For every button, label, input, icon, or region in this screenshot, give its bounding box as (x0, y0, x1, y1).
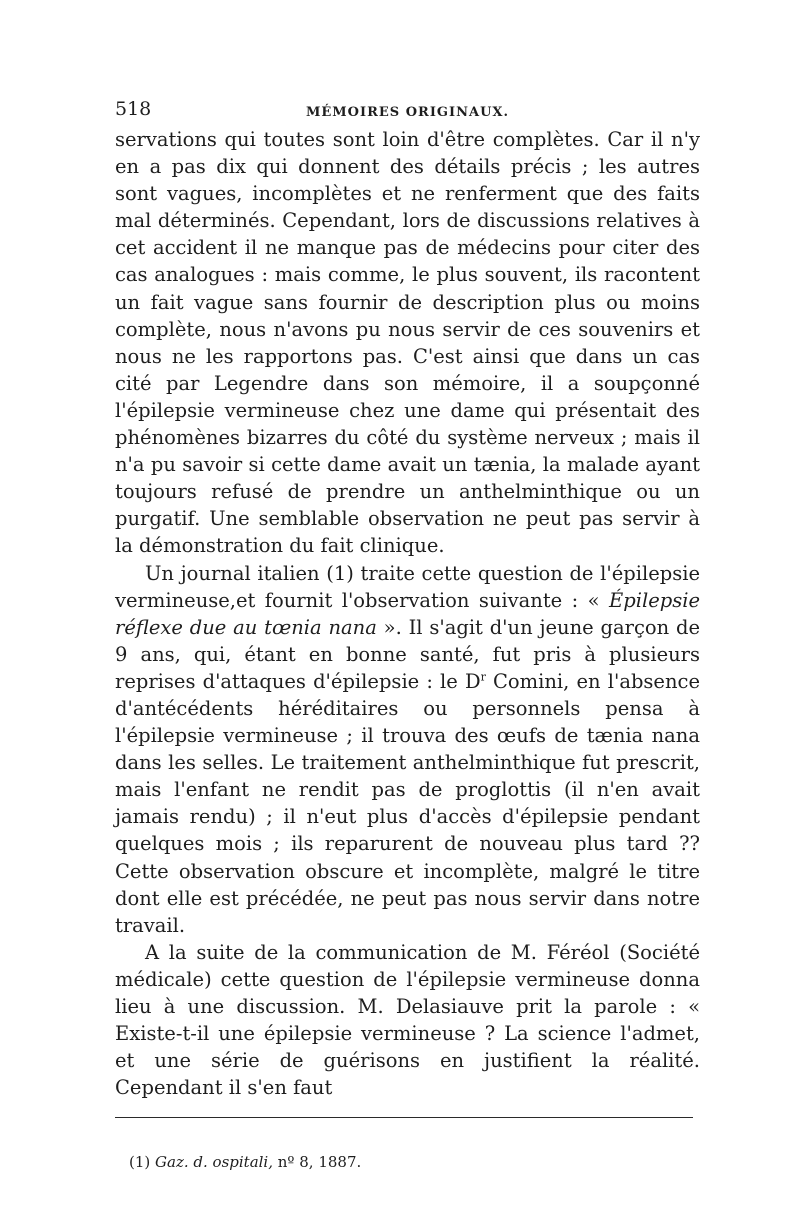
paragraph-2-part-2: ». Il s'agit d'un jeune garçon de 9 ans, qui, étant en bonne santé, fut pris à plusieurs reprises d'attaques d'épilepsie : le D (115, 615, 700, 693)
paragraph-3: A la suite de la communication de M. Féréol (Société médicale) cette question de l'épilepsie vermineuse donna lieu à une discussion. M. Delasiauve prit la parole : « Existe-t-il une épilepsie vermineuse ? La science l'admet, et une série de guérisons en justifient la réalité. Cependant il s'en faut (115, 940, 700, 1100)
footnote-divider (115, 1117, 693, 1118)
paragraph-2-part-1: Un journal italien (1) traite cette question de l'épilepsie vermineuse,et fournit l'observation suivante : « (115, 561, 700, 612)
page-number: 518 (115, 98, 152, 120)
doctor-abbrev-sup: r (480, 670, 486, 684)
footnote-source-rest: nº 8, 1887. (273, 1153, 362, 1172)
paragraph-2 (115, 560, 700, 939)
paragraph-2-italic-title: Épilepsie réflexe due au tœnia nana (115, 588, 700, 639)
paragraph-1: servations qui toutes sont loin d'être complètes. Car il n'y en a pas dix qui donnent des détails précis ; les autres sont vagues, incomplètes et ne renferment que des faits mal déterminés. Cependant, lors de discussions relatives à cet accident il ne manque pas de médecins pour citer des cas analogues : mais comme, le plus souvent, ils racontent un fait vague sans fournir de description plus ou moins complète, nous n'avons pu nous servir de ces souvenirs et nous ne les rapportons pas. C'est ainsi que dans un cas cité par Legendre dans son mémoire, il a soupçonné l'épilepsie vermineuse chez une dame qui présentait des phénomènes bizarres du côté du système nerveux ; mais il n'a pu savoir si cette dame avait un tænia, la malade ayant toujours refusé de prendre un anthelminthique ou un purgatif. Une semblable observation ne peut pas servir à la démonstration du fait clinique. (115, 128, 700, 558)
page (115, 92, 700, 1172)
page-header (115, 92, 700, 126)
running-title: MÉMOIRES ORIGINAUX. (305, 105, 510, 120)
footnote (115, 1152, 700, 1172)
paragraph-2-part-3: Comini, en l'absence d'antécédents héréditaires ou personnels pensa à l'épilepsie vermineuse ; il trouva des œufs de tænia nana dans les selles. Le traitement anthelminthique fut prescrit, mais l'enfant ne rendit pas de proglottis (il n'en avait jamais rendu) ; il n'eut plus d'accès d'épilepsie pendant quelques mois ; ils reparurent de nouveau plus tard ?? Cette observation obscure et incomplète, malgré le titre dont elle est précédée, ne peut pas nous servir dans notre travail. (115, 669, 700, 937)
footnote-source-italic: Gaz. d. ospitali, (155, 1153, 273, 1172)
footnote-number: (1) (129, 1153, 151, 1172)
body-text (115, 126, 700, 1101)
